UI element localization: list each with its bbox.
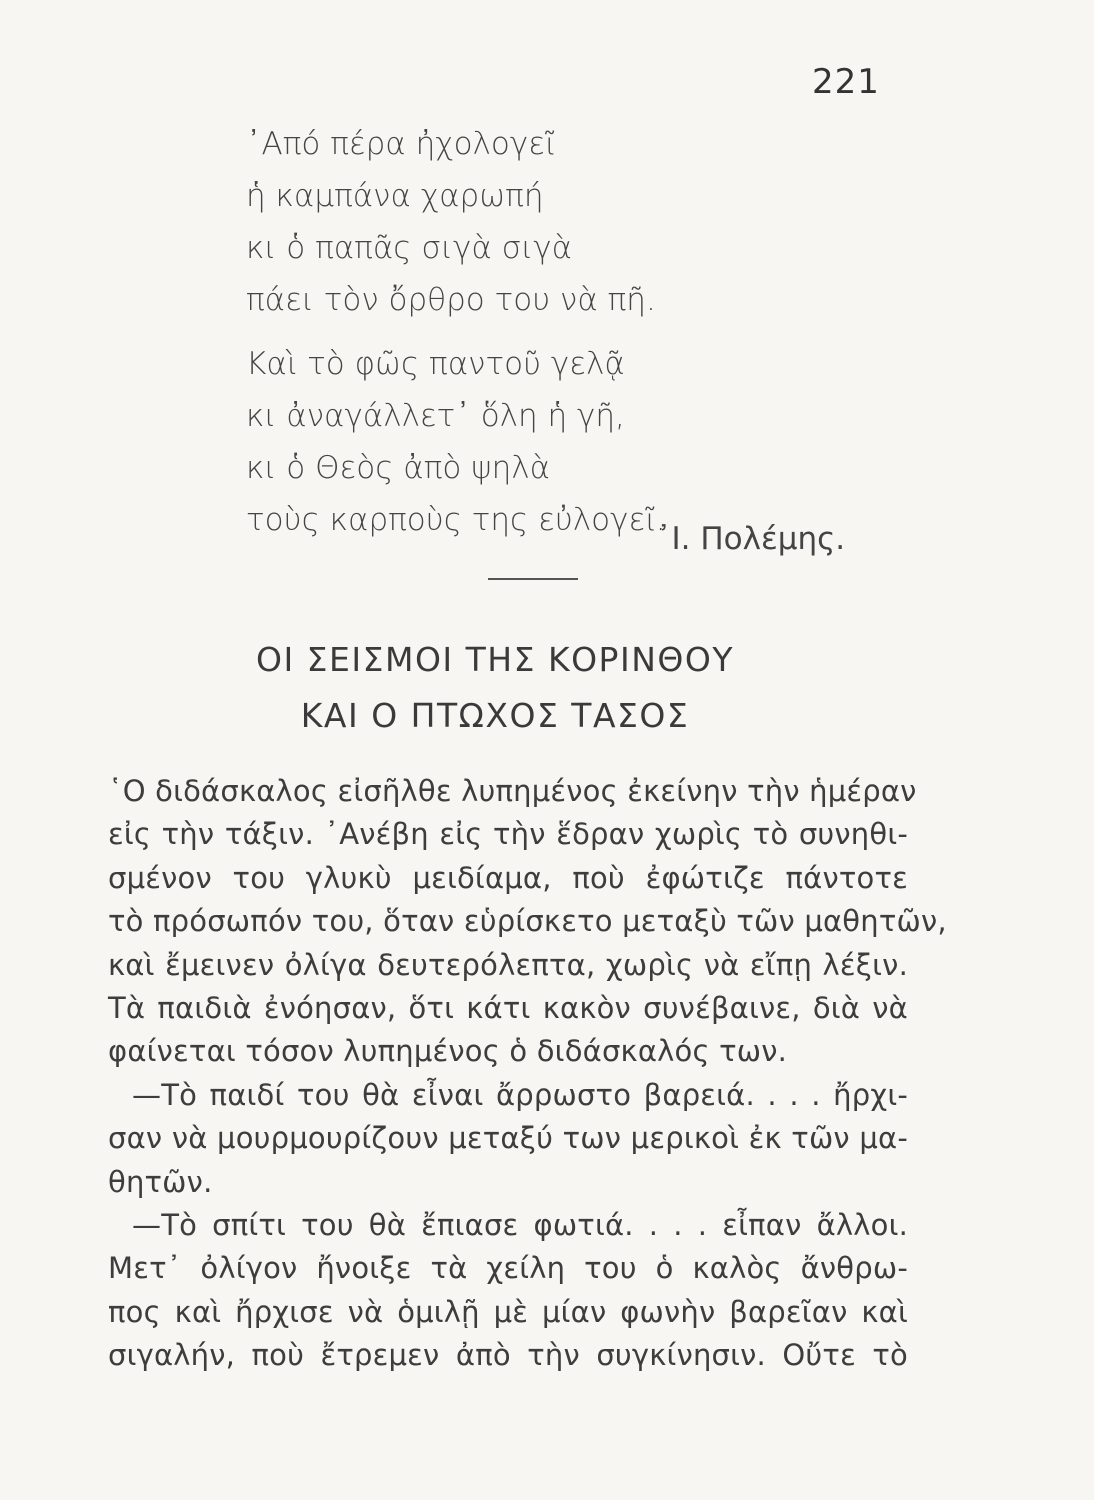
poem-line: κι ὁ Θεὸς ἀπὸ ψηλὰ xyxy=(246,450,551,486)
poem-line: πάει τὸν ὄρθρο του νὰ πῆ. xyxy=(246,282,656,318)
body-line: σαν νὰ μουρμουρίζουν μεταξύ των μερικοὶ ἐκ τῶν μα- xyxy=(108,1121,908,1156)
poem-stanza-1 xyxy=(246,118,656,326)
poem-line: Καὶ τὸ φῶς παντοῦ γελᾷ xyxy=(246,346,625,382)
poem-line: κι ὁ παπᾶς σιγὰ σιγὰ xyxy=(246,230,573,266)
body-line: φαίνεται τόσον λυπημένος ὁ διδάσκαλός των. xyxy=(108,1034,788,1069)
body-line: —Τὸ παιδί του θὰ εἶναι ἄρρωστο βαρειά. . . . ἤρχι- xyxy=(132,1077,908,1112)
body-line: Τὰ παιδιὰ ἐνόησαν, ὅτι κάτι κακὸν συνέβαινε, διὰ νὰ xyxy=(108,991,908,1026)
poem-line: κι ἀναγάλλετ᾽ ὅλη ἡ γῆ, xyxy=(246,398,625,434)
body-line: σμένον του γλυκὺ μειδίαμα, ποὺ ἐφώτιζε πάντοτε xyxy=(108,860,908,895)
body-line: θητῶν. xyxy=(108,1164,213,1199)
body-line: Μετ᾽ ὀλίγον ἤνοιξε τὰ χείλη του ὁ καλὸς ἄνθρω- xyxy=(108,1251,908,1286)
body-line: σιγαλήν, ποὺ ἔτρεμεν ἀπὸ τὴν συγκίνησιν. Οὔτε τὸ xyxy=(108,1338,908,1373)
section-divider xyxy=(488,578,578,580)
poem-author: ᾿Ι. Πολέμης. xyxy=(656,521,846,557)
body-line: πος καὶ ἤρχισε νὰ ὁμιλῇ μὲ μίαν φωνὴν βαρεῖαν καὶ xyxy=(108,1294,908,1329)
page-number: 221 xyxy=(812,62,880,102)
story-title-line-1: ΟΙ ΣΕΙΣΜΟΙ ΤΗΣ ΚΟΡΙΝΘΟΥ xyxy=(255,640,734,679)
body-line: εἰς τὴν τάξιν. ᾿Ανέβη εἰς τὴν ἕδραν χωρὶς τὸ συνηθι- xyxy=(108,817,908,852)
body-line: τὸ πρόσωπόν του, ὅταν εὑρίσκετο μεταξὺ τῶν μαθητῶν, xyxy=(108,904,947,939)
poem-line: τοὺς καρποὺς της εὐλογεῖ. xyxy=(246,502,666,538)
story-body xyxy=(108,770,947,1378)
body-line: καὶ ἔμεινεν ὀλίγα δευτερόλεπτα, χωρὶς νὰ εἴπῃ λέξιν. xyxy=(108,947,908,982)
poem-line: ᾿Από πέρα ἠχολογεῖ xyxy=(246,126,556,162)
body-line: ῾Ο διδάσκαλος εἰσῆλθε λυπημένος ἐκείνην τὴν ἡμέραν xyxy=(108,774,917,808)
story-title-line-2: ΚΑΙ Ο ΠΤΩΧΟΣ ΤΑΣΟΣ xyxy=(300,696,690,735)
body-line: —Τὸ σπίτι του θὰ ἔπιασε φωτιά. . . . εἶπαν ἄλλοι. xyxy=(132,1208,908,1243)
poem-stanza-2 xyxy=(246,338,666,546)
poem-line: ἡ καμπάνα χαρωπή xyxy=(246,178,544,214)
